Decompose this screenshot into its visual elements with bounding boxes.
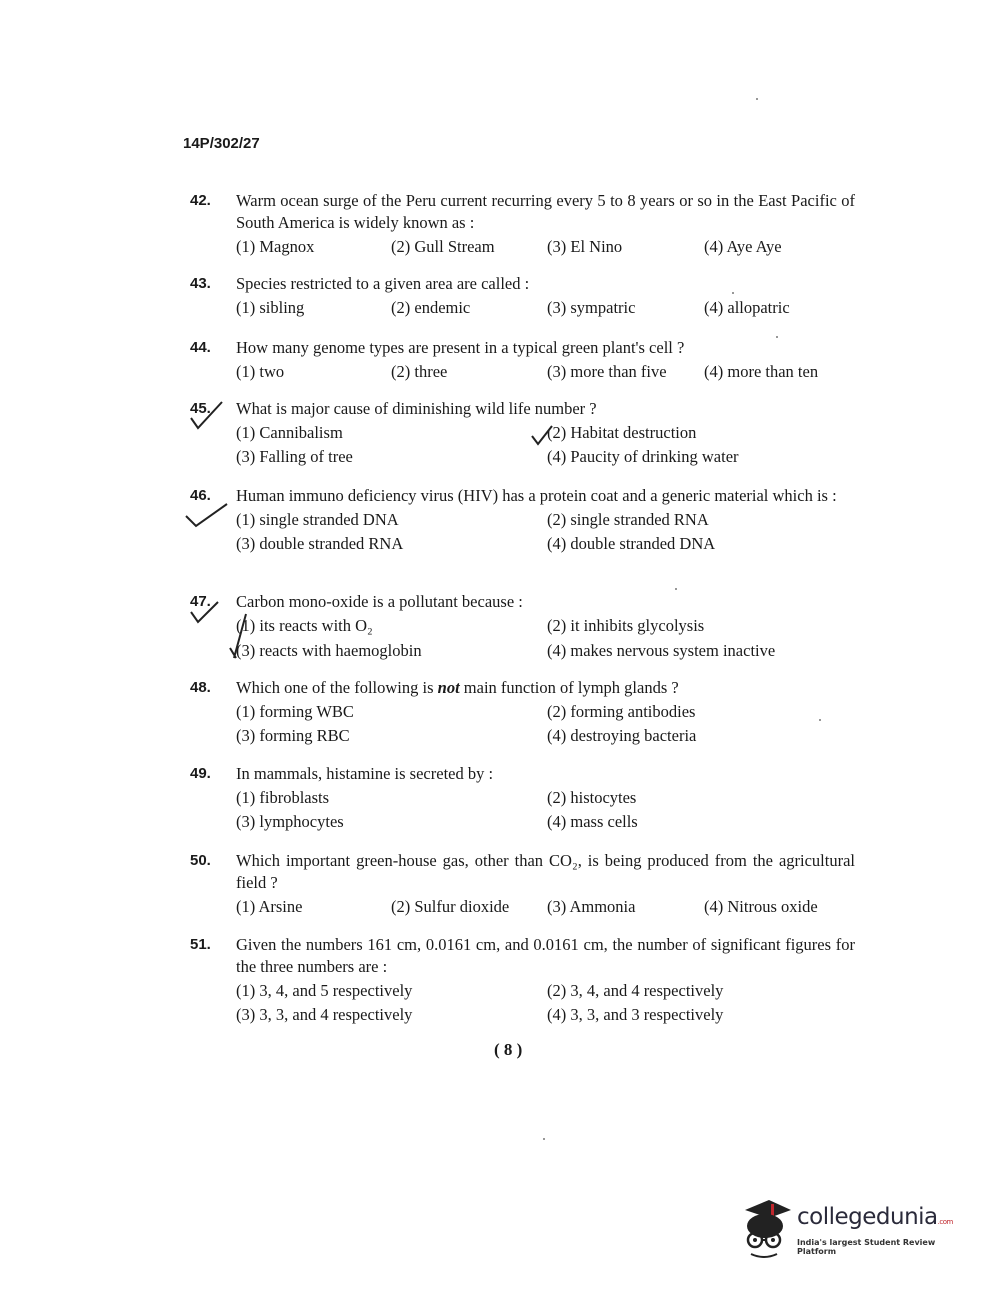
option-1: (1) fibroblasts (236, 788, 330, 807)
question-number: 46. (190, 487, 211, 504)
question-text: How many genome types are present in a typical green plant's cell ? (236, 338, 685, 357)
question-45 (190, 398, 855, 468)
option-3: (3) double stranded RNA (236, 534, 404, 553)
question-number: 47. (190, 593, 211, 610)
option-2: (2) endemic (391, 298, 471, 317)
option-1: (1) Arsine (236, 897, 303, 916)
question-text: Given the numbers 161 cm, 0.0161 cm, and 0.0161 cm, the number of significant figures for the three numbers are : (236, 935, 855, 976)
question-text: What is major cause of diminishing wild life number ? (236, 399, 597, 418)
question-46 (190, 485, 855, 555)
option-4: (4) allopatric (704, 298, 790, 317)
question-48 (190, 677, 855, 747)
question-number: 50. (190, 852, 211, 869)
option-2: (2) Sulfur dioxide (391, 897, 510, 916)
option-1: (1) 3, 4, and 5 respectively (236, 981, 413, 1000)
question-44 (190, 337, 855, 384)
options-row (236, 359, 855, 384)
option-4: (4) makes nervous system inactive (547, 641, 776, 660)
option-1: (1) Magnox (236, 237, 315, 256)
option-4: (4) mass cells (547, 812, 638, 831)
option-3: (3) 3, 3, and 4 respectively (236, 1005, 413, 1024)
options-row (236, 1002, 855, 1026)
option-4: (4) Nitrous oxide (704, 897, 818, 916)
scan-dot (819, 719, 821, 721)
question-number: 48. (190, 679, 211, 696)
option-3: (3) forming RBC (236, 726, 350, 745)
option-2: (2) forming antibodies (547, 702, 696, 721)
option-3: (3) El Nino (547, 237, 623, 256)
question-47 (190, 591, 855, 663)
options-row (236, 699, 855, 723)
question-42 (190, 190, 855, 259)
option-2: (2) three (391, 362, 448, 381)
question-text: Which important green-house gas, other than CO₂, is being produced from the agricultural field ? (236, 851, 855, 892)
question-text: Which one of the following is not main function of lymph glands ? (236, 678, 679, 697)
option-2: (2) 3, 4, and 4 respectively (547, 981, 724, 1000)
options-row (236, 295, 855, 320)
option-3: (3) lymphocytes (236, 812, 344, 831)
page-number: ( 8 ) (494, 1040, 523, 1059)
option-4: (4) Aye Aye (704, 237, 782, 256)
options-row (236, 507, 855, 531)
question-43 (190, 273, 855, 320)
option-3: (3) Ammonia (547, 897, 636, 916)
option-3: (3) Falling of tree (236, 447, 353, 466)
option-4: (4) double stranded DNA (547, 534, 716, 553)
option-2: (2) histocytes (547, 788, 637, 807)
options-row (236, 809, 855, 833)
collegedunia-logo (735, 1196, 965, 1266)
question-number: 44. (190, 339, 211, 356)
handwritten-tick-icon (183, 500, 229, 530)
question-49 (190, 763, 855, 833)
option-2: (2) Gull Stream (391, 237, 495, 256)
option-1: (1) two (236, 362, 285, 381)
option-2: (2) single stranded RNA (547, 510, 709, 529)
question-text: Carbon mono-oxide is a pollutant because : (236, 592, 523, 611)
options-row (236, 531, 855, 555)
scan-dot (543, 1138, 545, 1140)
handwritten-tick-icon (186, 396, 226, 436)
options-row (236, 638, 855, 663)
handwritten-strike-icon (228, 610, 252, 662)
question-text: In mammals, histamine is secreted by : (236, 764, 494, 783)
handwritten-tick-icon (188, 598, 222, 628)
option-4: (4) 3, 3, and 3 respectively (547, 1005, 724, 1024)
option-4: (4) more than ten (704, 362, 819, 381)
option-1: (1) single stranded DNA (236, 510, 399, 529)
logo-tagline: India's largest Student Review Platform (797, 1238, 936, 1256)
option-1: (1) its reacts with O₂ (236, 616, 373, 635)
question-number: 42. (190, 192, 211, 209)
option-2: (2) it inhibits glycolysis (547, 616, 705, 635)
option-3: (3) reacts with haemoglobin (236, 641, 422, 660)
scan-dot (732, 292, 734, 294)
options-row (236, 785, 855, 809)
option-1: (1) sibling (236, 298, 305, 317)
options-row (236, 723, 855, 747)
paper-code: 14P/302/27 (183, 135, 260, 152)
logo-wordmark: collegedunia.com (797, 1204, 953, 1230)
emphasis-not: not (437, 678, 460, 697)
options-row (236, 613, 855, 638)
option-1: (1) forming WBC (236, 702, 354, 721)
options-row (236, 234, 855, 259)
scan-dot (675, 588, 677, 590)
question-number: 43. (190, 275, 211, 292)
option-1: (1) Cannibalism (236, 423, 343, 442)
question-text: Human immuno deficiency virus (HIV) has a protein coat and a generic material which is : (236, 486, 837, 505)
handwritten-tick-icon (530, 424, 554, 448)
option-2: (2) Habitat destruction (547, 423, 697, 442)
scan-dot (756, 98, 758, 100)
option-3: (3) sympatric (547, 298, 636, 317)
scan-dot (776, 336, 778, 338)
option-4: (4) destroying bacteria (547, 726, 697, 745)
question-text: Species restricted to a given area are called : (236, 274, 530, 293)
question-text: Warm ocean surge of the Peru current recurring every 5 to 8 years or so in the East Pacific of South America is widely known as : (236, 191, 855, 232)
mascot-icon (735, 1196, 797, 1260)
options-row (236, 894, 855, 919)
question-50 (190, 850, 855, 919)
options-row (236, 978, 855, 1002)
question-number: 51. (190, 936, 211, 953)
option-4: (4) Paucity of drinking water (547, 447, 739, 466)
question-51 (190, 934, 855, 1026)
question-number: 49. (190, 765, 211, 782)
option-3: (3) more than five (547, 362, 667, 381)
question-number: 45. (190, 400, 211, 417)
